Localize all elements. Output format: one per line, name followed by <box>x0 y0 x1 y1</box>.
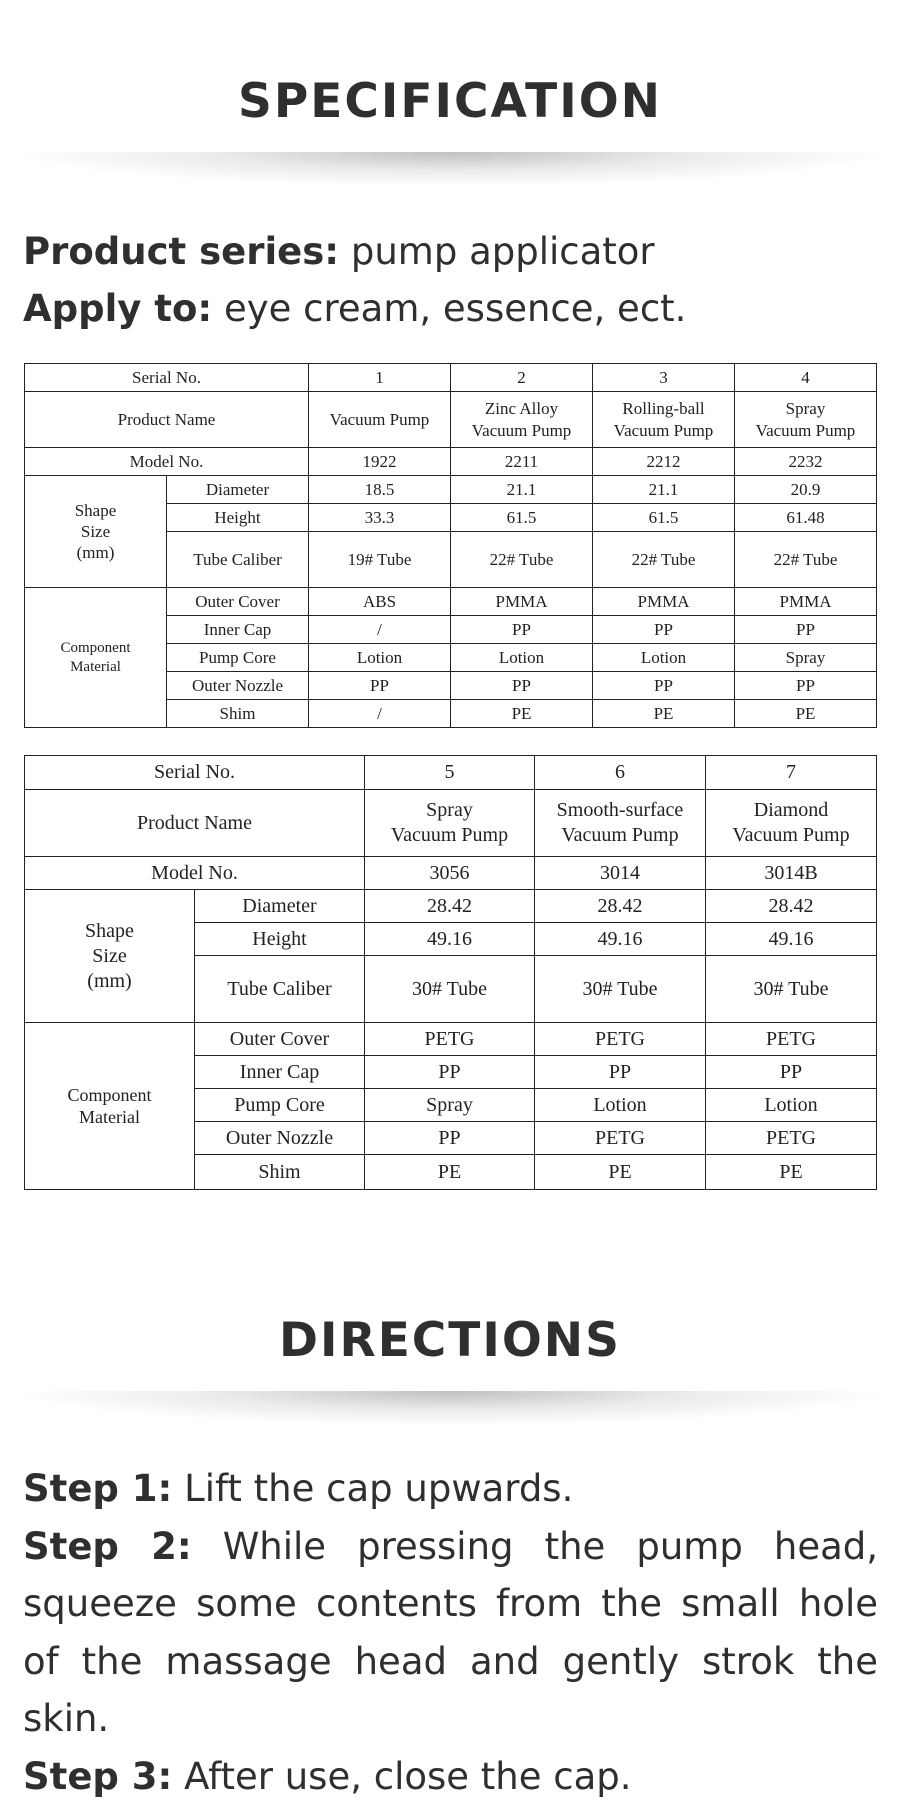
step-label: Step 1: <box>23 1467 172 1510</box>
cell: Diamond Vacuum Pump <box>706 790 877 857</box>
cell: PP <box>309 672 451 700</box>
row-label: Inner Cap <box>167 616 309 644</box>
group-label-component-material: Component Material <box>25 1023 195 1190</box>
cell: PETG <box>706 1023 877 1056</box>
cell: PP <box>451 672 593 700</box>
cell: 22# Tube <box>593 532 735 588</box>
row-label: Product Name <box>25 392 309 448</box>
cell: 1922 <box>309 448 451 476</box>
cell: PMMA <box>451 588 593 616</box>
cell: 21.1 <box>593 476 735 504</box>
cell: 6 <box>535 756 706 790</box>
table-row <box>25 448 877 476</box>
cell: Spray Vacuum Pump <box>365 790 535 857</box>
cell: 30# Tube <box>535 956 706 1023</box>
cell: Spray Vacuum Pump <box>735 392 877 448</box>
cell: 21.1 <box>451 476 593 504</box>
product-series-label: Product series: <box>23 230 339 273</box>
table-row <box>25 476 877 504</box>
row-label: Tube Caliber <box>195 956 365 1023</box>
table-row <box>25 890 877 923</box>
intro-block <box>23 223 686 337</box>
table-row <box>25 392 877 448</box>
apply-to-label: Apply to: <box>23 287 212 330</box>
cell: PETG <box>535 1023 706 1056</box>
step-1 <box>23 1460 878 1518</box>
row-label: Serial No. <box>25 756 365 790</box>
cell: 28.42 <box>365 890 535 923</box>
cell: 2 <box>451 364 593 392</box>
cell: ABS <box>309 588 451 616</box>
row-label: Diameter <box>167 476 309 504</box>
row-label: Outer Nozzle <box>195 1122 365 1155</box>
cell: 3 <box>593 364 735 392</box>
cell: 5 <box>365 756 535 790</box>
apply-to-line <box>23 280 686 337</box>
specification-heading: SPECIFICATION <box>0 78 900 125</box>
cell: PP <box>593 672 735 700</box>
cell: PMMA <box>735 588 877 616</box>
cell: PP <box>706 1056 877 1089</box>
step-label: Step 3: <box>23 1755 172 1798</box>
cell: / <box>309 700 451 728</box>
cell: 2232 <box>735 448 877 476</box>
cell: 3056 <box>365 857 535 890</box>
cell: PETG <box>365 1023 535 1056</box>
cell: 7 <box>706 756 877 790</box>
group-label-shape-size: Shape Size (mm) <box>25 890 195 1023</box>
row-label: Shim <box>195 1155 365 1190</box>
cell: PP <box>365 1122 535 1155</box>
directions-heading: DIRECTIONS <box>0 1317 900 1364</box>
cell: Lotion <box>706 1089 877 1122</box>
table-row <box>25 756 877 790</box>
cell: PP <box>735 672 877 700</box>
cell: Lotion <box>593 644 735 672</box>
cell: 2212 <box>593 448 735 476</box>
row-label: Model No. <box>25 448 309 476</box>
cell: Zinc Alloy Vacuum Pump <box>451 392 593 448</box>
cell: 30# Tube <box>365 956 535 1023</box>
cell: 49.16 <box>535 923 706 956</box>
step-label: Step 2: <box>23 1525 192 1568</box>
cell: Vacuum Pump <box>309 392 451 448</box>
table-row <box>25 1023 877 1056</box>
table-row <box>25 857 877 890</box>
cell: 2211 <box>451 448 593 476</box>
row-label: Height <box>167 504 309 532</box>
product-series-value: pump applicator <box>351 230 655 273</box>
product-series-line <box>23 223 686 280</box>
specification-table-2 <box>24 755 877 1190</box>
cell: 22# Tube <box>451 532 593 588</box>
step-text: While pressing the pump head, squeeze some contents from the small hole of the massage head and gently strok the skin. <box>23 1525 878 1741</box>
table-row <box>25 790 877 857</box>
table-row <box>25 588 877 616</box>
step-text: Lift the cap upwards. <box>172 1467 573 1510</box>
cell: PMMA <box>593 588 735 616</box>
cell: PE <box>593 700 735 728</box>
cell: 4 <box>735 364 877 392</box>
group-label-component-material: Component Material <box>25 588 167 728</box>
cell: 49.16 <box>365 923 535 956</box>
cell: Lotion <box>309 644 451 672</box>
cell: Spray <box>735 644 877 672</box>
cell: / <box>309 616 451 644</box>
cell: PP <box>365 1056 535 1089</box>
row-label: Model No. <box>25 857 365 890</box>
cell: PP <box>593 616 735 644</box>
row-label: Pump Core <box>167 644 309 672</box>
row-label: Diameter <box>195 890 365 923</box>
row-label: Outer Cover <box>195 1023 365 1056</box>
cell: 30# Tube <box>706 956 877 1023</box>
cell: 61.5 <box>451 504 593 532</box>
cell: 49.16 <box>706 923 877 956</box>
step-2 <box>23 1518 878 1748</box>
row-label: Tube Caliber <box>167 532 309 588</box>
cell: PP <box>735 616 877 644</box>
row-label: Inner Cap <box>195 1056 365 1089</box>
cell: PETG <box>706 1122 877 1155</box>
cell: 61.5 <box>593 504 735 532</box>
heading-shadow-divider <box>20 1391 880 1425</box>
cell: 1 <box>309 364 451 392</box>
cell: Spray <box>365 1089 535 1122</box>
cell: PETG <box>535 1122 706 1155</box>
row-label: Pump Core <box>195 1089 365 1122</box>
cell: PE <box>706 1155 877 1190</box>
cell: Smooth-surface Vacuum Pump <box>535 790 706 857</box>
directions-steps <box>23 1460 878 1805</box>
cell: PP <box>451 616 593 644</box>
row-label: Shim <box>167 700 309 728</box>
cell: 18.5 <box>309 476 451 504</box>
cell: PE <box>451 700 593 728</box>
step-3 <box>23 1748 878 1805</box>
cell: 3014B <box>706 857 877 890</box>
cell: 19# Tube <box>309 532 451 588</box>
row-label: Serial No. <box>25 364 309 392</box>
cell: PE <box>535 1155 706 1190</box>
specification-table-1 <box>24 363 877 728</box>
cell: 33.3 <box>309 504 451 532</box>
cell: Lotion <box>451 644 593 672</box>
row-label: Height <box>195 923 365 956</box>
row-label: Outer Nozzle <box>167 672 309 700</box>
table-row <box>25 364 877 392</box>
heading-shadow-divider <box>20 152 880 186</box>
cell: Lotion <box>535 1089 706 1122</box>
cell: PE <box>365 1155 535 1190</box>
step-text: After use, close the cap. <box>172 1755 631 1798</box>
cell: PE <box>735 700 877 728</box>
cell: 3014 <box>535 857 706 890</box>
cell: 20.9 <box>735 476 877 504</box>
cell: 28.42 <box>706 890 877 923</box>
group-label-shape-size: Shape Size (mm) <box>25 476 167 588</box>
apply-to-value: eye cream, essence, ect. <box>224 287 686 330</box>
cell: 61.48 <box>735 504 877 532</box>
row-label: Outer Cover <box>167 588 309 616</box>
cell: PP <box>535 1056 706 1089</box>
row-label: Product Name <box>25 790 365 857</box>
cell: 22# Tube <box>735 532 877 588</box>
cell: 28.42 <box>535 890 706 923</box>
cell: Rolling-ball Vacuum Pump <box>593 392 735 448</box>
